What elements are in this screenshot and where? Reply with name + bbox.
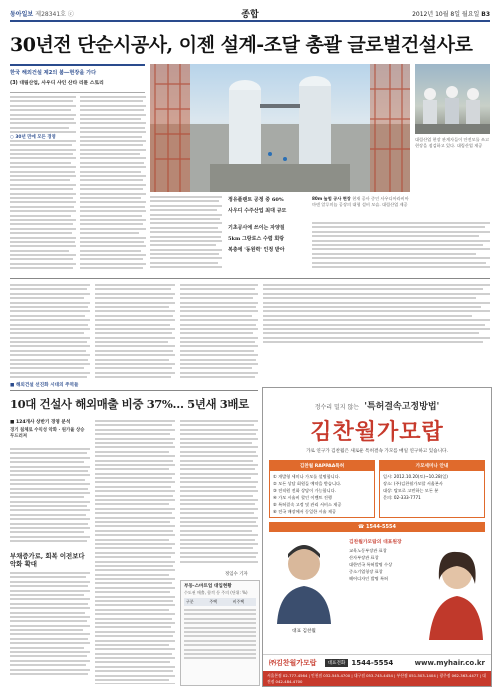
lower-headline: 10대 건설사 해외매출 비중 37%… 5년새 3배로 <box>10 397 249 411</box>
ad-award: 산자부장관 표창 <box>349 555 379 560</box>
ad-feature: ⑤ 특허결속 고정 및 관리 서비스 제공 <box>273 502 342 507</box>
ad-feature: ⑥ 전국 매장에서 동일한 시술 제공 <box>273 509 337 514</box>
ad-person-right-photo <box>425 544 485 640</box>
ad-event-item: 문의: 02-333-7771 <box>383 495 421 500</box>
bottom-headline: 부채증가로, 회복 이전보다 악화 확대 <box>10 552 85 568</box>
article-col-2 <box>80 96 146 274</box>
ad-feature-text: 전직원 전화 상담이 가능합니다. <box>278 488 337 493</box>
workers-photo-art <box>415 64 490 134</box>
ad-phone-label: 대표전화 <box>325 659 349 667</box>
page-header <box>10 6 490 22</box>
pullquote-box <box>228 196 308 270</box>
ad-brand: 김찬월가모랍 <box>310 419 444 445</box>
ad-feature-text: 전국 매장에서 동일한 시술 제공 <box>278 509 337 514</box>
ad-desc: 가로 연구가 김찬월은 새로운 특허결속 가모를 매일 연구하고 있습니다. <box>306 449 448 454</box>
ad-award: 헤어디자인 발명 특허 <box>349 576 389 581</box>
lower-subhead: ■ 124개사 상반기 경영 분석 <box>10 420 71 425</box>
pullquote-line-5: 복층에 '동원력' 인정 받아 <box>228 247 285 253</box>
ad-person-left-name: 대표 김찬월 <box>292 629 316 634</box>
lower-col-3 <box>180 420 258 570</box>
ad-event-item: 일시: 2012.10.20(토)~10.28(일) <box>383 474 448 479</box>
workers-photo <box>415 64 490 134</box>
photo-caption-text: 현재 공사 중인 사우디아라비아 마덴 알루미늄 공장의 대형 설비 모습. 대림산업 제공 <box>312 196 409 207</box>
ad-features-box <box>269 460 375 518</box>
ad-feature-text: 모든 상담 회원들 예약을 받습니다. <box>278 481 342 486</box>
ad-phone[interactable]: 1544-5554 <box>351 659 394 667</box>
table-box <box>180 580 260 686</box>
table-header <box>184 598 256 606</box>
lower-col-1 <box>10 448 90 548</box>
pullquote-line-2: 사우디 수주산업 최대 규모 <box>228 208 287 214</box>
ad-person-right-list <box>349 547 424 582</box>
series-box <box>10 64 145 93</box>
table-subtitle: 수도권 매출, 합격 등 주의 (단위: %) <box>184 590 248 595</box>
series-subtitle: (3) 대림산업, 사우디 샤인 산타 리튠 스토리 <box>10 81 104 86</box>
article-row2-col1 <box>10 284 90 382</box>
paper-name: 동아일보 <box>10 11 34 18</box>
ad-award: 대한민국 특허발명 수상 <box>349 562 393 567</box>
ad-company-row <box>263 655 491 671</box>
section-name: 종합 <box>241 10 259 20</box>
ad-feature-list <box>270 471 374 517</box>
article-row2-col3 <box>180 284 258 382</box>
ad-tagline: 정수리 밀지 않는 <box>314 404 360 411</box>
byline: 정임수 기자 <box>225 572 248 577</box>
ad-person-left <box>269 538 349 648</box>
article-row2-col2 <box>95 284 175 382</box>
ad-branches: 서울본점 02-777-4564 | 인천점 032-545-4700 | 대구점 053-745-4454 | 부산점 051-503-1404 | 광주점 062-363-4477 | 대전점 042-484-4700 <box>263 671 491 686</box>
date-page <box>412 9 490 18</box>
series-footer: ■ 해외건설 선진화 시대의 주역들 <box>10 383 79 388</box>
ad-feature: ② 모든 상담 회원들 예약을 받습니다. <box>273 481 342 486</box>
table-title: 부동·스마트업 대입현황 <box>184 584 232 589</box>
ad-badge-right: 가모세미나 안내 <box>380 461 484 471</box>
subhead-1: ○ 30년 만에 모든 경영 <box>10 134 76 140</box>
series-banner: 한국 해외건설 제2의 붐―현장을 가다 <box>10 70 97 76</box>
construction-photo-art <box>150 64 410 192</box>
ad-person-right <box>349 538 485 648</box>
ad-people-row <box>269 538 485 648</box>
table-col-2: 주택 <box>209 599 218 604</box>
photo-caption <box>312 196 410 208</box>
ad-feature-text: 가모 시술비 할인 이벤트 진행 <box>278 495 332 500</box>
main-headline: 30년전 단순시공사, 이젠 설계-조달 총괄 글로벌건설사로 <box>10 34 473 56</box>
ad-award: 중소기업청장 표창 <box>349 569 383 574</box>
ad-feature: ④ 가모 시술비 할인 이벤트 진행 <box>273 495 332 500</box>
ad-feature-text: 특허결속 고정 및 관리 서비스 제공 <box>278 502 342 507</box>
article-col-3 <box>150 196 222 272</box>
article-row2-col4 <box>263 284 490 382</box>
ad-badge-left: 김찬월 RAPPAA특허 <box>270 461 374 471</box>
pullquote-line-3: 기초공사에 쓰이는 자양질 <box>228 225 285 231</box>
workers-caption: 대림산업 현장 관계자들이 안전모를 쓰고 현장을 점검하고 있다. 대림산업 제공 <box>415 137 490 148</box>
ad-event-item: 대상: 탈모로 고민하는 모든 분 <box>383 488 439 493</box>
ad-tel-strip[interactable]: ☎ 1544-5554 <box>269 522 485 532</box>
table-rows <box>184 609 256 659</box>
article-col-4 <box>312 222 490 274</box>
page-number: B3 <box>481 11 490 18</box>
article-col-1 <box>10 96 76 274</box>
lower-col-2 <box>95 420 175 684</box>
issue-number: 제28341호 ⓒ <box>35 11 74 18</box>
ad-feature: ③ 전직원 전화 상담이 가능합니다. <box>273 488 337 493</box>
ad-event-list <box>380 471 484 503</box>
ad-person-left-photo <box>269 538 339 624</box>
section-divider <box>10 278 490 279</box>
ad-top <box>263 388 491 413</box>
ad-info-row <box>269 460 485 518</box>
ad-company: ㈜김찬월가모랍 <box>269 659 317 667</box>
ad-website[interactable]: www.myhair.co.kr <box>414 659 485 667</box>
photo-caption-title: 80m 높힘 공사 현장 <box>312 196 351 201</box>
ad-feature: ① 개발형 세미나 가모를 설명합니다. <box>273 474 341 479</box>
construction-photo <box>150 64 410 192</box>
table-col-1: 구분 <box>186 599 194 604</box>
lower-divider <box>10 390 258 391</box>
ad-award: 교육노동부장관 표창 <box>349 548 387 553</box>
lower-subhead-2: 경기 침체로 수익성 악화 · 원가율 상승 두드러져 <box>10 428 85 439</box>
pullquote-line-4: 5km 그랑로스 수렴 회랑 <box>228 236 285 242</box>
date: 2012년 10월 8일 월요일 <box>412 11 480 18</box>
ad-feature-text: 개발형 세미나 가모를 설명합니다. <box>278 474 341 479</box>
ad-tagline-bold: '특허결속고정방법' <box>364 402 440 412</box>
hair-ad <box>262 387 492 687</box>
ad-event-box <box>379 460 485 518</box>
table-col-3: 비주택 <box>232 599 245 604</box>
ad-footer <box>263 654 491 686</box>
ad-event-item: 장소: (주)김찬월가모랍 서울본사 <box>383 481 443 486</box>
pullquote-line-1: 정유플랜트 공정 중 60% <box>228 197 284 203</box>
lower-col-1b <box>10 572 90 684</box>
ad-person-right-title: 김찬월가모랍의 대표원장 <box>349 540 402 545</box>
